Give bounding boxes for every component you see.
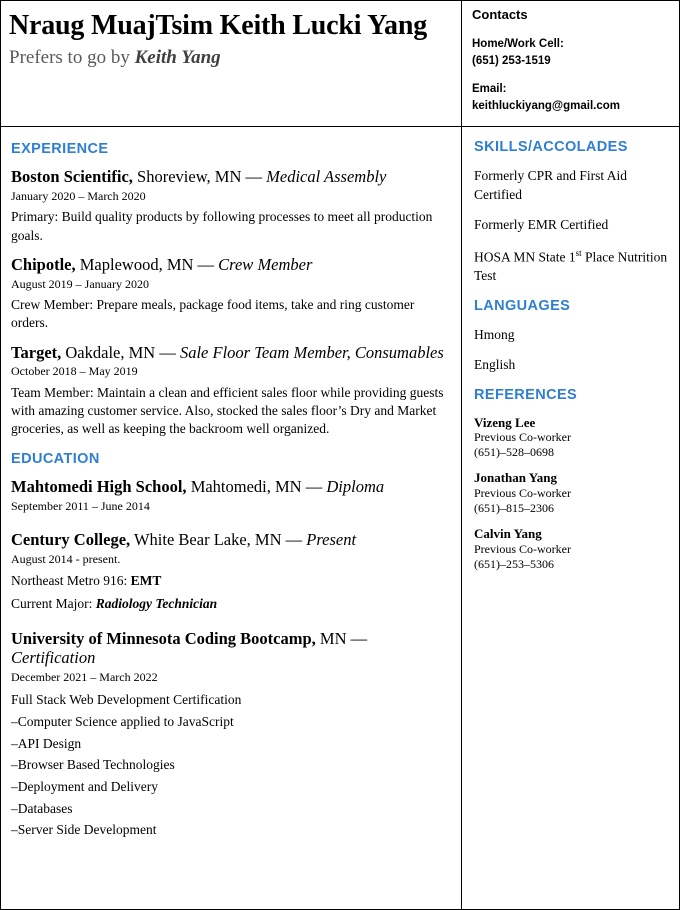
education-detail-highlight: Radiology Technician [95, 596, 218, 612]
experience-description: Crew Member: Prepare meals, package food items, take and ring customer orders. [11, 297, 415, 331]
preferred-name-line [9, 46, 453, 70]
skill-item: Formerly EMR Certified [474, 217, 609, 233]
education-dates: August 2014 - present. [11, 551, 121, 566]
education-detail: Full Stack Web Development Certification [11, 691, 242, 707]
education-bullet: –Browser Based Technologies [11, 757, 175, 773]
experience-description: Team Member: Maintain a clean and efficient sales floor while providing guests with amazing customer service. Also, stocked the sales floor’s Dry and Market groceries, as well as keeping the backroom well organized. [11, 385, 444, 437]
experience-title [11, 343, 451, 363]
education-entry [11, 477, 451, 528]
education-bullet: –API Design [11, 735, 82, 751]
experience-entry [11, 255, 451, 333]
right-column [461, 1, 679, 909]
section-heading-references: REFERENCES [474, 386, 578, 403]
page-title: Nraug MuajTsim Keith Lucki Yang [9, 10, 428, 41]
experience-org: Boston Scientific, [11, 167, 133, 186]
reference-phone: (651)–528–0698 [474, 445, 554, 460]
contacts-heading: Contacts [472, 7, 528, 22]
email-value: keithluckiyang@gmail.com [472, 100, 620, 113]
email-label: Email: [472, 83, 507, 96]
section-heading-experience: EXPERIENCE [11, 141, 109, 157]
education-org: Mahtomedi High School, [11, 476, 187, 496]
education-entry [11, 629, 451, 840]
education-credential: Certification [11, 648, 96, 668]
skill-item: Formerly CPR and First Aid Certified [474, 168, 628, 202]
reference-name: Calvin Yang [474, 526, 542, 542]
education-title [11, 629, 451, 669]
hosa-ordinal: st [575, 247, 582, 258]
education-detail-text: Current Major: [11, 596, 96, 612]
experience-role: Medical Assembly [266, 167, 387, 186]
left-column [1, 1, 461, 909]
experience-location: Shoreview, MN — [132, 167, 267, 186]
preferred-name-alias: Keith Yang [134, 47, 221, 69]
experience-role: Sale Floor Team Member, Consumables [179, 342, 444, 362]
education-credential: Present [306, 530, 357, 550]
education-bullet: –Deployment and Delivery [11, 779, 158, 795]
experience-org: Target, [11, 342, 62, 362]
reference-entry [474, 470, 669, 516]
experience-location: Oakdale, MN — [61, 342, 180, 362]
left-body [1, 127, 461, 909]
section-heading-skills: SKILLS/ACCOLADES [474, 139, 628, 155]
experience-entry [11, 343, 451, 439]
experience-title [11, 255, 451, 275]
experience-dates: October 2018 – May 2019 [11, 364, 138, 379]
contacts-block [462, 1, 679, 127]
education-location: Mahtomedi, MN — [186, 476, 327, 496]
experience-org: Chipotle, [11, 254, 76, 274]
experience-entry [11, 167, 451, 245]
language-item: Hmong [474, 326, 515, 342]
reference-phone: (651)–253–5306 [474, 556, 554, 571]
education-entry [11, 530, 451, 627]
reference-entry [474, 415, 669, 461]
education-detail [11, 571, 451, 591]
reference-relation: Previous Co-worker [474, 541, 571, 556]
experience-title [11, 167, 451, 187]
hosa-prefix: HOSA MN State 1 [474, 249, 576, 265]
language-item: English [474, 357, 516, 373]
experience-dates: January 2020 – March 2020 [11, 188, 146, 203]
phone-label: Home/Work Cell: [472, 38, 564, 50]
preferred-name-prefix: Prefers to go by [9, 47, 135, 69]
section-heading-education: EDUCATION [11, 450, 100, 467]
reference-entry [474, 526, 669, 572]
education-org: University of Minnesota Coding Bootcamp, [11, 628, 316, 648]
education-bullet: –Computer Science applied to JavaScript [11, 714, 234, 730]
education-bullet: –Server Side Development [11, 822, 157, 838]
reference-relation: Previous Co-worker [474, 486, 571, 501]
education-detail-text: Northeast Metro 916: [11, 573, 131, 589]
education-location: White Bear Lake, MN — [130, 530, 307, 550]
reference-name: Vizeng Lee [474, 414, 536, 430]
hosa-suffix: Place Nutrition Test [474, 249, 668, 283]
section-heading-languages: LANGUAGES [474, 297, 571, 314]
education-org: Century College, [11, 530, 131, 550]
education-dates: December 2021 – March 2022 [11, 670, 158, 685]
phone-value: (651) 253-1519 [472, 54, 551, 67]
experience-dates: August 2019 – January 2020 [11, 276, 149, 291]
header-block [1, 1, 461, 127]
education-bullet: –Databases [11, 800, 73, 816]
experience-role: Crew Member [218, 254, 313, 274]
reference-name: Jonathan Yang [474, 470, 557, 486]
education-dates: September 2011 – June 2014 [11, 498, 150, 513]
education-credential: Diploma [326, 476, 385, 496]
education-detail [11, 594, 451, 614]
education-title [11, 477, 451, 497]
experience-description: Primary: Build quality products by following processes to meet all production goals. [11, 209, 433, 243]
experience-location: Maplewood, MN — [75, 254, 219, 274]
reference-phone: (651)–815–2306 [474, 501, 554, 516]
reference-relation: Previous Co-worker [474, 430, 571, 445]
skill-item-hosa [474, 247, 669, 286]
education-location: MN — [315, 628, 368, 648]
education-detail-highlight: EMT [130, 573, 162, 589]
education-title [11, 530, 451, 550]
right-body [462, 127, 679, 909]
